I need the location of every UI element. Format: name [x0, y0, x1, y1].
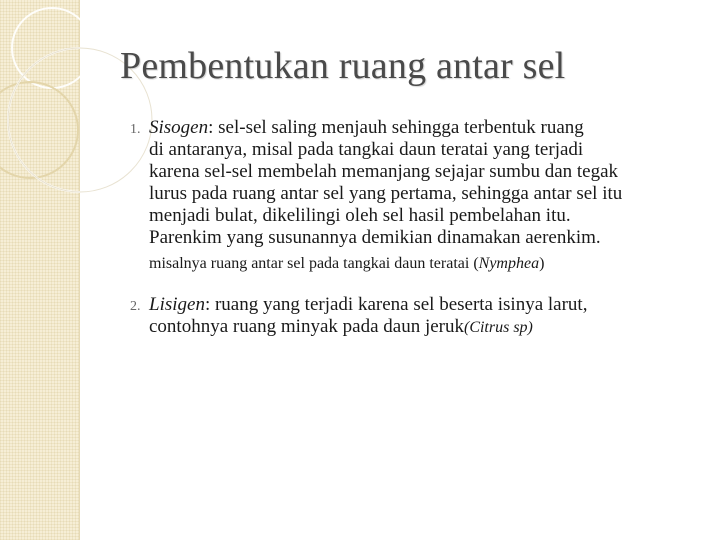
text-line: menjadi bulat, dikelilingi oleh sel hasil pembelahan itu. [149, 205, 571, 226]
text-line: lurus pada ruang antar sel yang pertama, sehingga antar sel itu [149, 183, 623, 204]
term-lisigen: Lisigen [149, 294, 205, 315]
text-line: di antaranya, misal pada tangkai daun teratai yang terjadi [149, 139, 584, 160]
list-item-lisigen [130, 294, 700, 339]
text-line: Lisigen: ruang yang terjadi karena sel beserta isinya larut, [149, 294, 588, 315]
example-note: misalnya ruang antar sel pada tangkai daun teratai (Nymphea) [149, 255, 545, 272]
text-line: Parenkim yang susunannya demikian dinamakan aerenkim. [149, 227, 601, 248]
species-citrus: (Citrus sp) [463, 319, 533, 336]
text-line: Sisogen: sel-sel saling menjauh sehingga terbentuk ruang [149, 117, 584, 138]
list-item-sisogen [130, 117, 700, 275]
term-sisogen: Sisogen [149, 117, 209, 138]
species-nymphea: Nymphea [478, 255, 540, 272]
list-number: 2. [130, 299, 141, 314]
list-number: 1. [130, 122, 141, 137]
list-item-text [149, 294, 700, 339]
slide-title: Pembentukan ruang antar sel [120, 45, 566, 87]
list-item-text [149, 117, 700, 275]
text-line: contohnya ruang minyak pada daun jeruk(Citrus sp) [149, 316, 533, 337]
text-line: karena sel-sel membelah memanjang sejajar sumbu dan tegak [149, 161, 619, 182]
